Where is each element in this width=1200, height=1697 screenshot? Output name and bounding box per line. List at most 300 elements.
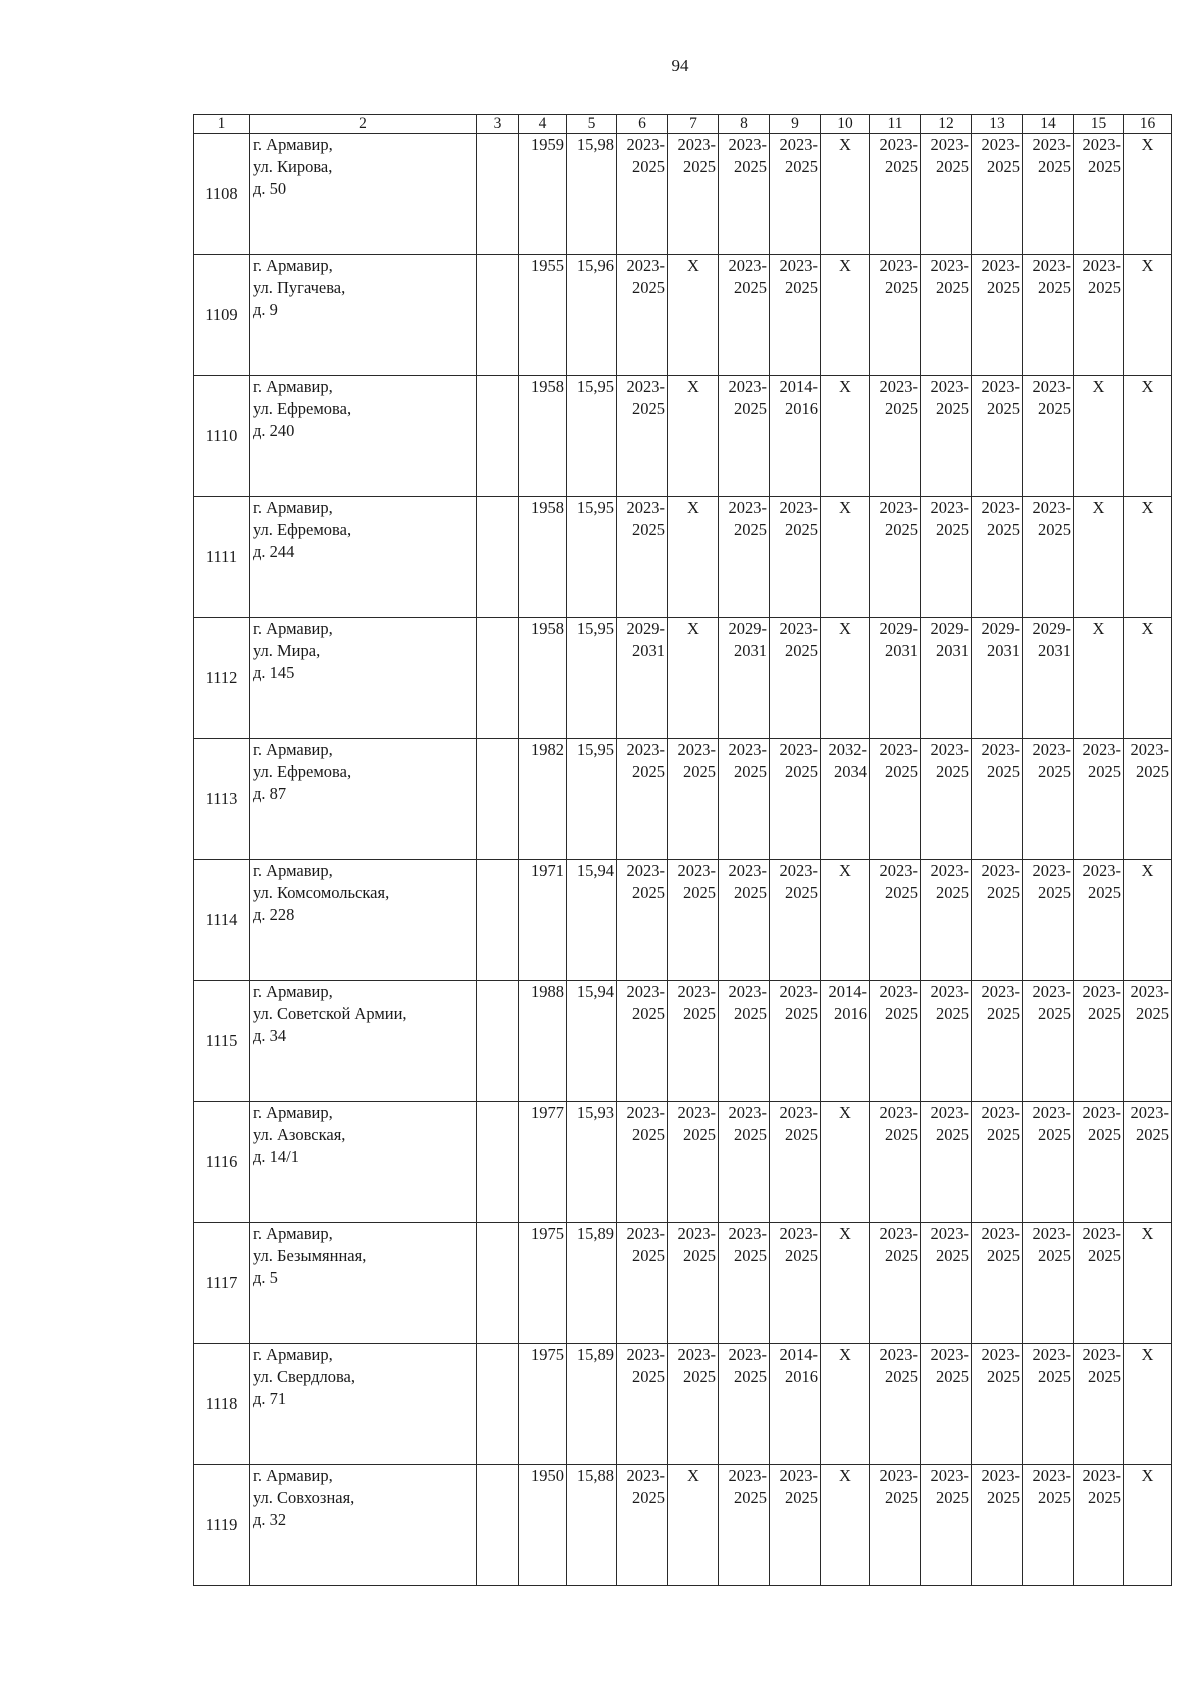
period-cell-col-13 (972, 255, 1023, 376)
period-start: 2023- (779, 982, 818, 1001)
period-end: 2025 (683, 1004, 716, 1023)
period-cell-col-12 (921, 255, 972, 376)
period-cell-col-9 (770, 618, 821, 739)
period-end: 2025 (987, 1004, 1020, 1023)
period-start: 2023- (779, 740, 818, 759)
period-end: 2025 (785, 883, 818, 902)
period-end: 2025 (683, 157, 716, 176)
period-start: 2023- (1082, 256, 1121, 275)
period-cell-col-14 (1023, 376, 1074, 497)
period-end: 2025 (1038, 883, 1071, 902)
period-end: 2025 (1088, 883, 1121, 902)
table-row (194, 497, 1172, 618)
row-number: 1108 (194, 134, 250, 255)
period-start: 2023- (1082, 1103, 1121, 1122)
period-start: 2023- (677, 740, 716, 759)
address-line: ул. Азовская, (253, 1125, 346, 1144)
period-cell-col-13 (972, 497, 1023, 618)
period-cell-col-14 (1023, 618, 1074, 739)
period-start: 2023- (728, 1224, 767, 1243)
period-start: 2023- (981, 740, 1020, 759)
column-3-cell (477, 981, 519, 1102)
period-cell-col-9 (770, 1465, 821, 1586)
year-cell: 1975 (519, 1344, 567, 1465)
column-header-1: 1 (194, 115, 250, 134)
period-start: 2023- (728, 1103, 767, 1122)
period-cell-col-11 (870, 1344, 921, 1465)
period-start: 2023- (930, 1103, 969, 1122)
year-cell: 1959 (519, 134, 567, 255)
period-start: 2023- (930, 498, 969, 517)
table-row (194, 1223, 1172, 1344)
year-cell: 1988 (519, 981, 567, 1102)
period-cell-col-11 (870, 1223, 921, 1344)
period-start: 2023- (626, 1103, 665, 1122)
period-start: 2029- (879, 619, 918, 638)
table-row (194, 1344, 1172, 1465)
period-start: 2023- (981, 861, 1020, 880)
period-cell-col-12 (921, 618, 972, 739)
period-start: 2023- (981, 1224, 1020, 1243)
period-cell-col-6 (617, 134, 668, 255)
period-end: 2025 (1088, 1004, 1121, 1023)
period-cell-col-13 (972, 739, 1023, 860)
address-line: д. 14/1 (253, 1147, 299, 1166)
year-cell: 1958 (519, 376, 567, 497)
table-row (194, 376, 1172, 497)
column-3-cell (477, 1102, 519, 1223)
address-line: д. 228 (253, 905, 295, 924)
period-end: 2025 (1088, 1488, 1121, 1507)
period-end: 2025 (885, 1125, 918, 1144)
row-number: 1109 (194, 255, 250, 376)
address-line: г. Армавир, (253, 982, 333, 1001)
period-end: 2031 (632, 641, 665, 660)
period-start: 2023- (1082, 740, 1121, 759)
period-start: 2023- (779, 1466, 818, 1485)
period-start: 2023- (1032, 1466, 1071, 1485)
period-cell-col-13 (972, 1102, 1023, 1223)
period-end: 2025 (936, 1246, 969, 1265)
period-end: 2025 (683, 1246, 716, 1265)
address-line: ул. Безымянная, (253, 1246, 367, 1265)
period-start: 2023- (1032, 1103, 1071, 1122)
period-start: 2023- (677, 135, 716, 154)
period-end: 2025 (734, 278, 767, 297)
period-end: 2025 (734, 1488, 767, 1507)
row-number: 1112 (194, 618, 250, 739)
period-end: 2025 (987, 278, 1020, 297)
address-cell (250, 1102, 477, 1223)
period-end: 2025 (1038, 157, 1071, 176)
period-start: 2023- (626, 377, 665, 396)
period-start: 2023- (879, 1224, 918, 1243)
period-start: 2023- (728, 740, 767, 759)
column-3-cell (477, 860, 519, 981)
period-end: 2025 (683, 1125, 716, 1144)
period-start: 2023- (626, 1345, 665, 1364)
period-end: 2025 (987, 1246, 1020, 1265)
row-number: 1113 (194, 739, 250, 860)
address-line: д. 71 (253, 1389, 287, 1408)
period-end: 2025 (734, 1004, 767, 1023)
period-cell-col-16: X (1124, 618, 1172, 739)
period-end: 2025 (1038, 278, 1071, 297)
year-cell: 1950 (519, 1465, 567, 1586)
period-start: 2023- (981, 982, 1020, 1001)
value-cell: 15,94 (567, 981, 617, 1102)
period-end: 2025 (936, 1488, 969, 1507)
period-end: 2025 (1088, 278, 1121, 297)
period-end: 2025 (632, 520, 665, 539)
row-number: 1116 (194, 1102, 250, 1223)
period-end: 2025 (885, 1367, 918, 1386)
address-line: г. Армавир, (253, 1466, 333, 1485)
period-start: 2029- (728, 619, 767, 638)
period-cell-col-8 (719, 1465, 770, 1586)
period-start: 2023- (1130, 982, 1169, 1001)
period-start: 2023- (930, 256, 969, 275)
column-3-cell (477, 618, 519, 739)
period-cell-col-7: X (668, 255, 719, 376)
period-cell-col-8 (719, 1223, 770, 1344)
period-end: 2025 (785, 1246, 818, 1265)
table-row (194, 255, 1172, 376)
value-cell: 15,95 (567, 618, 617, 739)
period-cell-col-7: X (668, 376, 719, 497)
period-end: 2025 (734, 883, 767, 902)
period-cell-col-11 (870, 981, 921, 1102)
period-start: 2023- (981, 1466, 1020, 1485)
address-line: д. 34 (253, 1026, 287, 1045)
row-number: 1110 (194, 376, 250, 497)
period-cell-col-16 (1124, 1102, 1172, 1223)
period-end: 2025 (885, 157, 918, 176)
period-cell-col-16: X (1124, 376, 1172, 497)
address-line: д. 9 (253, 300, 278, 319)
period-end: 2025 (936, 883, 969, 902)
period-cell-col-7: X (668, 1465, 719, 1586)
period-end: 2025 (683, 883, 716, 902)
address-line: г. Армавир, (253, 498, 333, 517)
period-cell-col-8 (719, 376, 770, 497)
address-cell (250, 860, 477, 981)
period-cell-col-14 (1023, 981, 1074, 1102)
period-cell-col-8 (719, 134, 770, 255)
column-3-cell (477, 739, 519, 860)
period-end: 2025 (632, 278, 665, 297)
period-start: 2023- (728, 498, 767, 517)
address-line: ул. Мира, (253, 641, 321, 660)
address-line: г. Армавир, (253, 1345, 333, 1364)
period-start: 2023- (1032, 1224, 1071, 1243)
value-cell: 15,95 (567, 739, 617, 860)
period-cell-col-13 (972, 1344, 1023, 1465)
period-end: 2025 (885, 1246, 918, 1265)
period-end: 2025 (734, 1246, 767, 1265)
period-end: 2025 (1088, 1367, 1121, 1386)
period-cell-col-10: X (821, 618, 870, 739)
address-line: г. Армавир, (253, 1103, 333, 1122)
period-end: 2025 (785, 157, 818, 176)
address-line: ул. Кирова, (253, 157, 333, 176)
period-cell-col-12 (921, 1102, 972, 1223)
address-line: д. 32 (253, 1510, 287, 1529)
period-cell-col-15 (1074, 739, 1124, 860)
value-cell: 15,96 (567, 255, 617, 376)
period-cell-col-13 (972, 981, 1023, 1102)
period-cell-col-11 (870, 860, 921, 981)
period-start: 2023- (626, 861, 665, 880)
period-start: 2023- (1130, 1103, 1169, 1122)
period-end: 2025 (987, 1125, 1020, 1144)
period-end: 2025 (885, 520, 918, 539)
header-row (194, 115, 1172, 134)
address-cell (250, 497, 477, 618)
period-end: 2025 (734, 157, 767, 176)
row-number: 1111 (194, 497, 250, 618)
period-start: 2032- (828, 740, 867, 759)
address-line: ул. Пугачева, (253, 278, 346, 297)
period-start: 2023- (981, 377, 1020, 396)
column-3-cell (477, 376, 519, 497)
period-cell-col-14 (1023, 1223, 1074, 1344)
period-end: 2025 (885, 1488, 918, 1507)
period-cell-col-12 (921, 860, 972, 981)
period-start: 2023- (1032, 498, 1071, 517)
period-end: 2025 (785, 278, 818, 297)
period-end: 2025 (1038, 1488, 1071, 1507)
period-cell-col-11 (870, 1465, 921, 1586)
period-cell-col-14 (1023, 255, 1074, 376)
period-cell-col-9 (770, 376, 821, 497)
table-row (194, 739, 1172, 860)
value-cell: 15,98 (567, 134, 617, 255)
period-end: 2025 (785, 1488, 818, 1507)
period-cell-col-11 (870, 618, 921, 739)
period-cell-col-7 (668, 1102, 719, 1223)
period-cell-col-7 (668, 1223, 719, 1344)
period-end: 2025 (1038, 1367, 1071, 1386)
period-cell-col-9 (770, 739, 821, 860)
period-cell-col-16: X (1124, 1465, 1172, 1586)
period-start: 2029- (626, 619, 665, 638)
period-start: 2023- (1032, 861, 1071, 880)
period-cell-col-11 (870, 739, 921, 860)
register-table (193, 114, 1172, 1586)
table-body (194, 115, 1172, 1586)
period-end: 2025 (632, 157, 665, 176)
period-start: 2023- (879, 861, 918, 880)
period-cell-col-10: X (821, 1465, 870, 1586)
column-3-cell (477, 497, 519, 618)
period-end: 2025 (936, 1367, 969, 1386)
period-cell-col-6 (617, 739, 668, 860)
period-start: 2023- (930, 1345, 969, 1364)
address-cell (250, 255, 477, 376)
column-header-4: 4 (519, 115, 567, 134)
period-end: 2025 (632, 1246, 665, 1265)
period-cell-col-7 (668, 739, 719, 860)
period-end: 2025 (734, 1367, 767, 1386)
period-end: 2025 (1088, 1246, 1121, 1265)
period-start: 2023- (930, 861, 969, 880)
period-end: 2025 (1038, 1246, 1071, 1265)
period-end: 2025 (785, 1125, 818, 1144)
table-row (194, 1465, 1172, 1586)
period-end: 2025 (1088, 762, 1121, 781)
period-end: 2025 (785, 1004, 818, 1023)
period-cell-col-8 (719, 1344, 770, 1465)
period-start: 2023- (1082, 135, 1121, 154)
period-start: 2029- (930, 619, 969, 638)
year-cell: 1971 (519, 860, 567, 981)
period-start: 2023- (728, 377, 767, 396)
period-cell-col-14 (1023, 134, 1074, 255)
address-line: г. Армавир, (253, 861, 333, 880)
period-end: 2025 (885, 1004, 918, 1023)
column-header-11: 11 (870, 115, 921, 134)
period-cell-col-7: X (668, 497, 719, 618)
address-line: д. 5 (253, 1268, 278, 1287)
address-line: ул. Ефремова, (253, 762, 352, 781)
column-header-7: 7 (668, 115, 719, 134)
period-end: 2025 (987, 1488, 1020, 1507)
column-header-15: 15 (1074, 115, 1124, 134)
period-end: 2025 (936, 399, 969, 418)
period-end: 2025 (987, 883, 1020, 902)
row-number: 1117 (194, 1223, 250, 1344)
period-start: 2023- (626, 740, 665, 759)
period-end: 2025 (1038, 1004, 1071, 1023)
period-cell-col-15: X (1074, 376, 1124, 497)
period-start: 2023- (626, 256, 665, 275)
period-cell-col-15: X (1074, 618, 1124, 739)
period-start: 2023- (728, 1345, 767, 1364)
period-cell-col-9 (770, 860, 821, 981)
row-number: 1114 (194, 860, 250, 981)
period-cell-col-8 (719, 981, 770, 1102)
period-cell-col-6 (617, 618, 668, 739)
period-start: 2023- (728, 135, 767, 154)
period-cell-col-16: X (1124, 134, 1172, 255)
period-cell-col-9 (770, 1344, 821, 1465)
period-start: 2023- (1032, 740, 1071, 759)
period-cell-col-8 (719, 618, 770, 739)
period-cell-col-10: X (821, 134, 870, 255)
period-cell-col-10: X (821, 376, 870, 497)
value-cell: 15,93 (567, 1102, 617, 1223)
period-start: 2023- (981, 1103, 1020, 1122)
period-start: 2023- (779, 256, 818, 275)
period-end: 2025 (632, 883, 665, 902)
table-row (194, 1102, 1172, 1223)
period-start: 2023- (677, 1345, 716, 1364)
period-start: 2023- (879, 256, 918, 275)
period-end: 2025 (987, 762, 1020, 781)
period-end: 2025 (885, 883, 918, 902)
period-cell-col-14 (1023, 1465, 1074, 1586)
period-start: 2023- (1082, 1224, 1121, 1243)
address-line: г. Армавир, (253, 256, 333, 275)
column-3-cell (477, 255, 519, 376)
table-row (194, 618, 1172, 739)
period-cell-col-15: X (1074, 497, 1124, 618)
value-cell: 15,95 (567, 376, 617, 497)
value-cell: 15,95 (567, 497, 617, 618)
period-cell-col-9 (770, 981, 821, 1102)
period-start: 2023- (1032, 256, 1071, 275)
column-3-cell (477, 1465, 519, 1586)
period-cell-col-14 (1023, 1102, 1074, 1223)
row-number: 1119 (194, 1465, 250, 1586)
address-line: ул. Советской Армии, (253, 1004, 407, 1023)
period-start: 2023- (1082, 1466, 1121, 1485)
period-cell-col-11 (870, 255, 921, 376)
period-cell-col-10: X (821, 255, 870, 376)
period-start: 2023- (879, 377, 918, 396)
period-start: 2023- (1082, 1345, 1121, 1364)
column-header-16: 16 (1124, 115, 1172, 134)
period-cell-col-16: X (1124, 255, 1172, 376)
period-end: 2031 (987, 641, 1020, 660)
period-end: 2025 (987, 1367, 1020, 1386)
table-row (194, 134, 1172, 255)
period-cell-col-16: X (1124, 1344, 1172, 1465)
period-cell-col-11 (870, 134, 921, 255)
period-cell-col-11 (870, 376, 921, 497)
period-end: 2025 (734, 520, 767, 539)
period-cell-col-6 (617, 860, 668, 981)
address-line: ул. Совхозная, (253, 1488, 355, 1507)
period-end: 2031 (734, 641, 767, 660)
period-start: 2023- (930, 982, 969, 1001)
address-line: д. 87 (253, 784, 287, 803)
column-header-9: 9 (770, 115, 821, 134)
period-start: 2023- (879, 1103, 918, 1122)
year-cell: 1958 (519, 618, 567, 739)
period-end: 2025 (785, 762, 818, 781)
period-start: 2023- (879, 1466, 918, 1485)
period-end: 2025 (734, 762, 767, 781)
period-start: 2023- (728, 861, 767, 880)
period-end: 2025 (785, 520, 818, 539)
period-start: 2023- (981, 135, 1020, 154)
row-number: 1115 (194, 981, 250, 1102)
period-end: 2025 (632, 1367, 665, 1386)
period-cell-col-11 (870, 1102, 921, 1223)
address-line: ул. Свердлова, (253, 1367, 355, 1386)
period-cell-col-10 (821, 739, 870, 860)
period-start: 2023- (728, 1466, 767, 1485)
column-header-8: 8 (719, 115, 770, 134)
year-cell: 1955 (519, 255, 567, 376)
period-start: 2023- (879, 1345, 918, 1364)
column-header-13: 13 (972, 115, 1023, 134)
period-end: 2025 (885, 762, 918, 781)
period-end: 2025 (785, 641, 818, 660)
period-start: 2023- (779, 498, 818, 517)
period-end: 2025 (1088, 1125, 1121, 1144)
value-cell: 15,94 (567, 860, 617, 981)
period-end: 2025 (987, 157, 1020, 176)
period-cell-col-7 (668, 981, 719, 1102)
address-line: г. Армавир, (253, 135, 333, 154)
period-start: 2023- (779, 861, 818, 880)
period-end: 2031 (885, 641, 918, 660)
period-cell-col-8 (719, 255, 770, 376)
period-cell-col-8 (719, 1102, 770, 1223)
